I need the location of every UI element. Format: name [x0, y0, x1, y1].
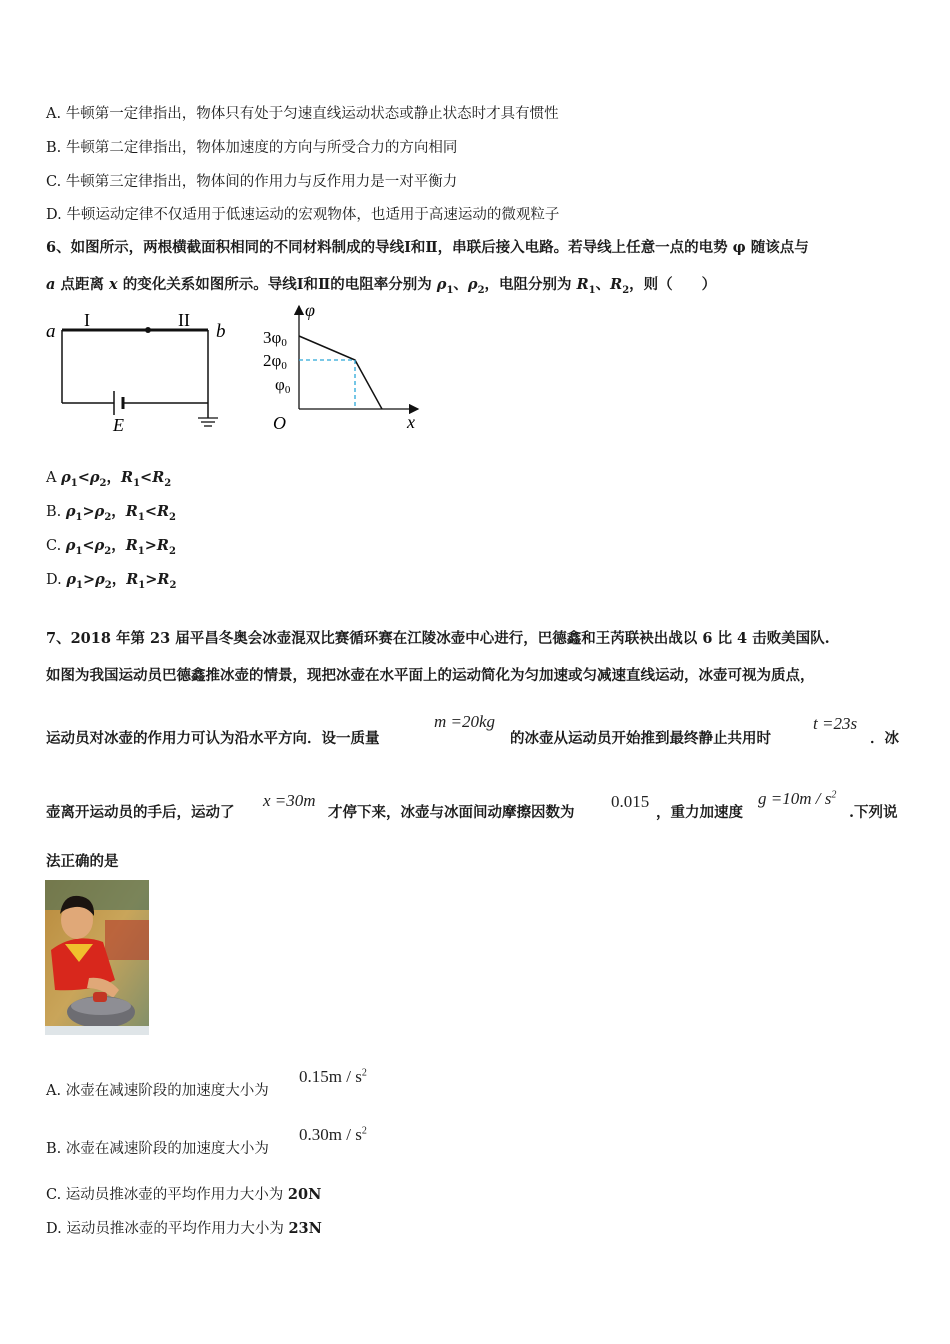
label-b: b [216, 321, 226, 342]
curling-photo [45, 880, 149, 1035]
q5-option-d: D. 牛顿运动定律不仅适用于低速运动的宏观物体，也适用于高速运动的微观粒子 [46, 207, 560, 223]
q6-option-d: D. $\rho_1>\rho_2$，$R_1>R_2$ [46, 571, 177, 591]
q6-option-c: C. $\rho_1<\rho_2$，$R_1>R_2$ [46, 537, 176, 557]
q7-stem-line4a: 壶离开运动员的手后，运动了 [46, 804, 235, 821]
junction-dot [145, 327, 151, 333]
q7-stem-line3b: 的冰壶从运动员开始推到最终静止共用时 [510, 730, 771, 747]
q5-option-c: C. 牛顿第三定律指出，物体间的作用力与反作用力是一对平衡力 [46, 174, 458, 190]
label-conductor-II: II [178, 310, 190, 330]
q7-distance-formula: x =30m [263, 791, 316, 810]
q7-option-c: C. 运动员推冰壶的平均作用力大小为 20N [46, 1186, 322, 1203]
q7-stem-line4c: ，重力加速度 [656, 804, 743, 821]
ground-icon [198, 418, 218, 426]
q7-mass-formula: m =20kg [434, 712, 496, 731]
q7-stem-line5: 法正确的是 [46, 853, 119, 870]
q7-stem-line4d: .下列说 [849, 804, 898, 821]
label-E: E [113, 415, 124, 435]
label-a: a [46, 321, 56, 342]
q7-stem-line1: 7、2018 年第 23 届平昌冬奥会冰壶混双比赛循环赛在江陵冰壶中心进行，巴德鑫和王芮联袂出战以 6 比 4 击败美国队. [46, 630, 830, 647]
q6-stem-line2: a 点距离 x 的变化关系如图所示。导线Ⅰ和Ⅱ的电阻率分别为 $\rho_1$、$\rho_2$，电阻分别为 $R_1$、$R_2$，则（ ） [46, 276, 717, 296]
q6-option-a: A $\rho_1<\rho_2$，$R_1<R_2$ [46, 469, 172, 489]
q7-friction-coefficient: 0.015 [611, 792, 650, 811]
q7-option-b-value: $0.30m / s^2$ [299, 1125, 367, 1144]
q7-option-d: D. 运动员推冰壶的平均作用力大小为 23N [46, 1220, 322, 1237]
y-axis-label: φ [305, 300, 315, 320]
tick-phi0: φ0 [275, 375, 291, 396]
q7-stem-line4b: 才停下来，冰壶与冰面间动摩擦因数为 [328, 804, 575, 821]
q6-option-b: B. $\rho_1>\rho_2$，$R_1<R_2$ [46, 503, 176, 523]
q5-option-b: B. 牛顿第二定律指出，物体加速度的方向与所受合力的方向相同 [46, 140, 458, 156]
tick-2phi0: 2φ0 [263, 351, 287, 372]
q7-stem-line3a: 运动员对冰壶的作用力可认为沿水平方向．设一质量 [46, 730, 380, 747]
q7-stem-line3c: ．冰 [870, 730, 899, 747]
potential-curve [299, 336, 382, 409]
q6-stem-line1: 6、如图所示，两根横截面积相同的不同材料制成的导线Ⅰ和Ⅱ，串联后接入电路。若导线上任意一点的电势 φ 随该点与 [46, 239, 809, 256]
q7-option-a-value: $0.15m / s^2$ [299, 1067, 367, 1086]
q7-time-formula: t =23s [813, 714, 858, 733]
tick-3phi0: 3φ0 [263, 328, 287, 349]
q7-option-b: B. 冰壶在减速阶段的加速度大小为 [46, 1141, 269, 1157]
x-axis-label: x [407, 412, 415, 432]
q7-gravity-formula: $g =10m / s^2$ [758, 789, 837, 808]
q7-stem-line2: 如图为我国运动员巴德鑫推冰壶的情景，现把冰壶在水平面上的运动简化为匀加速或匀减速直线运动，冰壶可视为质点， [46, 667, 815, 684]
q5-option-a: A. 牛顿第一定律指出，物体只有处于匀速直线运动状态或静止状态时才具有惯性 [46, 106, 559, 122]
label-conductor-I: I [84, 310, 90, 330]
origin-label: O [273, 413, 286, 433]
q7-option-a: A. 冰壶在减速阶段的加速度大小为 [46, 1083, 269, 1099]
circuit-diagram [40, 305, 240, 435]
potential-graph [255, 298, 435, 438]
